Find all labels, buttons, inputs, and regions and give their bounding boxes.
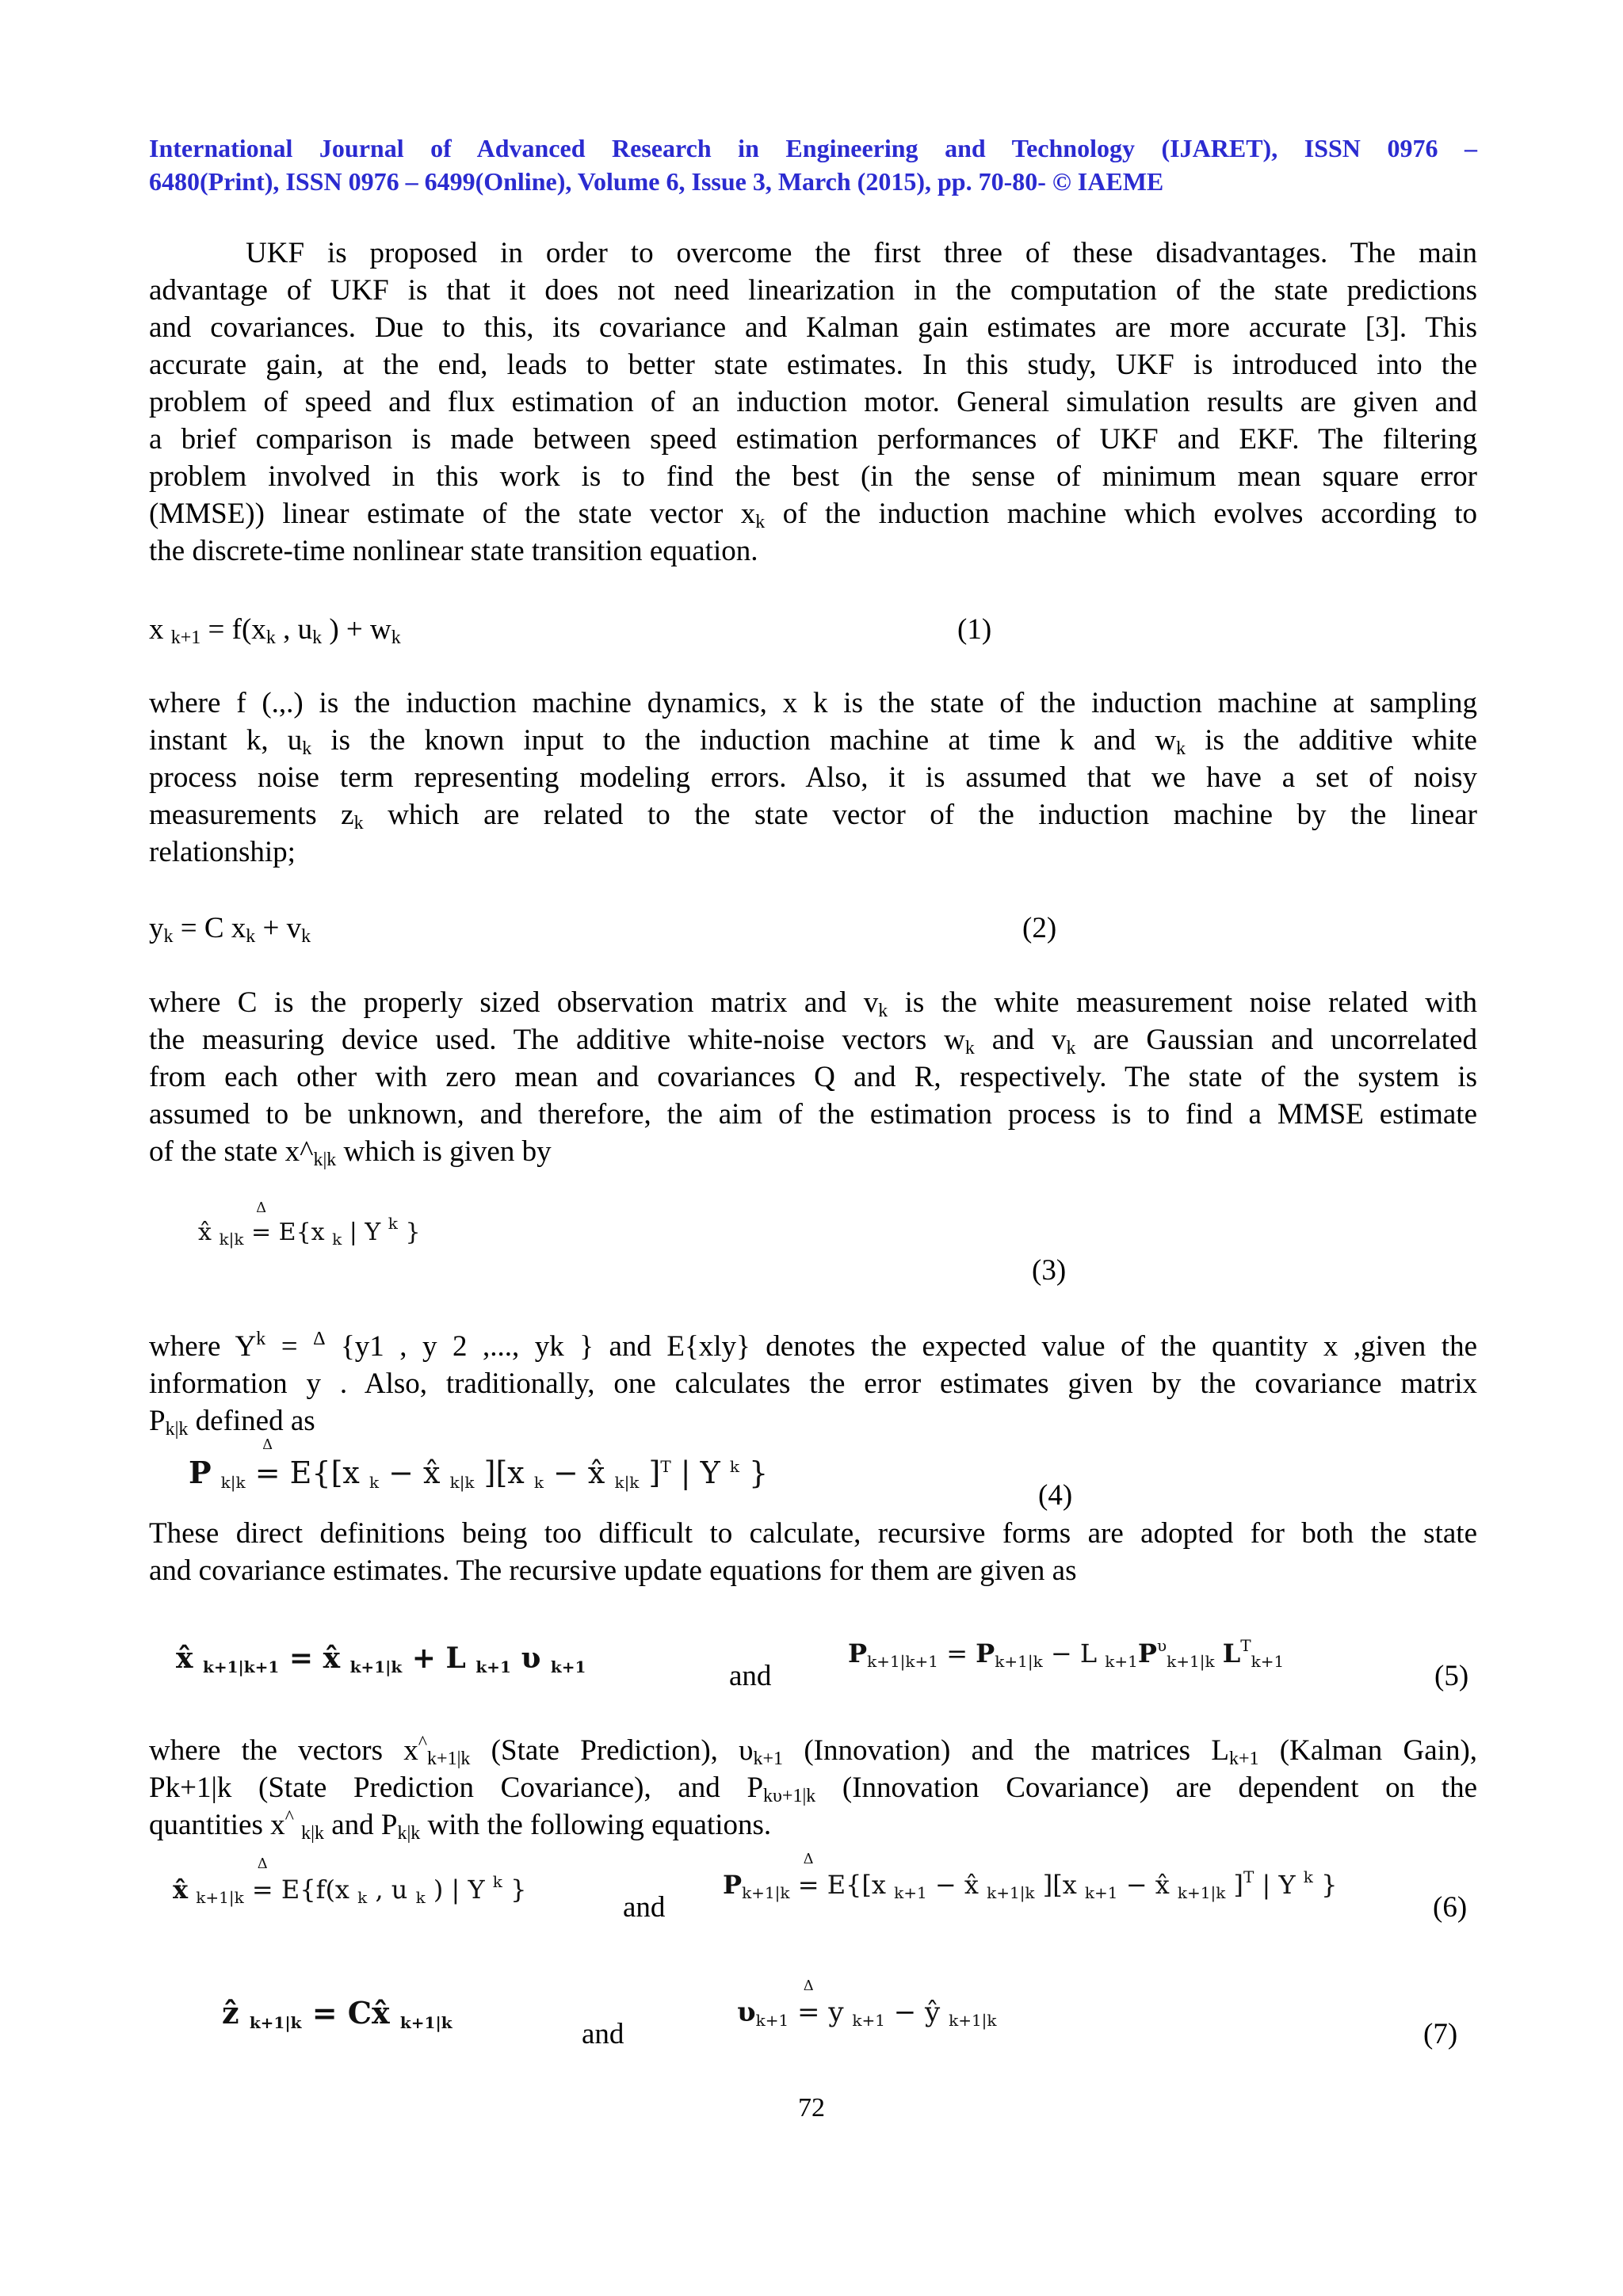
text-line: problem of speed and flux estimation of an induction motor. General simulation results are given and	[149, 386, 1477, 418]
text-line: where C is the properly sized observation matrix and $v_k$ is the white measurement noise related with	[149, 986, 1477, 1021]
equation-6-and: and	[623, 1891, 666, 1924]
equation-5-number: (5)	[1434, 1660, 1469, 1692]
text-line: from each other with zero mean and covariances Q and R, respectively. The state of the system is	[149, 1061, 1477, 1093]
text-line: UKF is proposed in order to overcome the first three of these disadvantages. The main	[246, 237, 1477, 269]
equation-7-number: (7)	[1423, 2018, 1458, 2050]
page-number: 72	[798, 2093, 825, 2122]
equation-2-number: (2)	[1022, 912, 1057, 944]
equation-5-right: $P_{k+1|k+1} = P_{k+1|k} - L$ $_{k+1}P^\upsilon_{k+1|k}$ $L^T_{k+1}$	[848, 1636, 1285, 1671]
equation-1-number: (1)	[957, 613, 992, 646]
text-line: Pk+1|k (State Prediction Covariance), and $P_{k\upsilon+1|k}$ (Innovation Covariance) are dependent on the	[149, 1772, 1477, 1806]
journal-header	[149, 132, 1477, 198]
equation-2: $y_k = C$ $x_k + v_k$	[149, 912, 311, 947]
text-line: a brief comparison is made between speed estimation performances of UKF and EKF. The filtering	[149, 423, 1477, 456]
equation-6-left: x̂ $_{k+1|k}$ = Δ E{f(x $_k$ , u $_k$ ) | Y $^k$ }	[173, 1855, 527, 1907]
text-line: and covariances. Due to this, its covariance and Kalman gain estimates are more accurate [3]. This	[149, 311, 1477, 344]
paragraph-recursive	[149, 1515, 1477, 1589]
text-line: instant k, $u_k$ is the known input to the induction machine at time k and $w_k$ is the additive white	[149, 724, 1477, 759]
paragraph-dynamics	[149, 685, 1477, 871]
text-line: the discrete-time nonlinear state transition equation.	[149, 535, 758, 567]
text-line: quantities x^ $_{k|k}$ and $P_{k|k}$ with the following equations.	[149, 1807, 772, 1844]
header-line-1: International Journal of Advanced Research in Engineering and Technology (IJARET), ISSN 0976 –	[149, 134, 1477, 162]
text-line: of the state $x\^{}_{k|k}$ which is given by	[149, 1135, 552, 1170]
paragraph-measurement	[149, 984, 1477, 1170]
equation-6-number: (6)	[1433, 1891, 1468, 1924]
equation-3-number: (3)	[1032, 1254, 1067, 1287]
paragraph-vectors	[149, 1732, 1477, 1844]
text-line: relationship;	[149, 836, 296, 868]
text-line: assumed to be unknown, and therefore, the aim of the estimation process is to find a MMSE estimate	[149, 1098, 1477, 1131]
text-line: advantage of UKF is that it does not need linearization in the computation of the state predictions	[149, 274, 1477, 307]
text-line: (MMSE)) linear estimate of the state vector $x_k$ of the induction machine which evolves according to	[149, 498, 1477, 532]
text-line: process noise term representing modeling errors. Also, it is assumed that we have a set of noisy	[149, 761, 1477, 794]
text-line: where f (.,.) is the induction machine dynamics, x k is the state of the induction machine at sampling	[149, 687, 1477, 719]
text-line: measurements $z_k$ which are related to the state vector of the induction machine by the linear	[149, 799, 1477, 833]
header-line-2: 6480(Print), ISSN 0976 – 6499(Online), Volume 6, Issue 3, March (2015), pp. 70-80- © IAEME	[149, 167, 1164, 196]
equation-3: x̂ $_{k|k}$ = Δ E{x $_k$ | Y $^k$ }	[198, 1199, 421, 1249]
equation-5-left: x̂ $_{k+1|k+1}$ = x̂ $_{k+1|k}$ + L $_{k+1}$ υ $_{k+1}$	[176, 1642, 586, 1676]
equation-5-and: and	[729, 1660, 772, 1692]
text-line: where the vectors $x^{\^{}}_{k+1|k}$ (State Prediction), $\upsilon_{k+1}$ (Innovation) and the matrices $L_{k+1}$ (Kalman Gain),	[149, 1733, 1478, 1769]
text-line: $P_{k|k}$ defined as	[149, 1405, 315, 1440]
equation-7-right: $\upsilon_{k+1}$ = Δ y $_{k+1}$ − ŷ $_{k+1|k}$	[737, 1978, 997, 2030]
text-line: and covariance estimates. The recursive update equations for them are given as	[149, 1554, 1077, 1587]
equation-6-right: $P_{k+1|k}$ = Δ E{[x $_{k+1}$ − x̂ $_{k+1|k}$ ][x $_{k+1}$ − x̂ $_{k+1|k}$ ]$^T$ | Y $^k$ }	[723, 1851, 1338, 1902]
text-line: problem involved in this work is to find the best (in the sense of minimum mean square error	[149, 460, 1477, 493]
equation-1: x $_{k+1} = f(x_k$ , $u_k$ ) + $w_k$	[149, 613, 401, 648]
text-line: information y . Also, traditionally, one calculates the error estimates given by the covariance matrix	[149, 1367, 1477, 1400]
equation-4: P $_{k|k}$ = Δ E{[x $_k$ − x̂ $_{k|k}$ ][x $_k$ − x̂ $_{k|k}$ ]$^T$ | Y $^k$ }	[189, 1436, 769, 1492]
equation-4-number: (4)	[1038, 1479, 1073, 1512]
equation-7-and: and	[582, 2018, 624, 2050]
text-line: where $Y^k = ^\Delta$ {y1 , y 2 ,..., yk } and E{xly} denotes the expected value of the quantity x ,given the	[149, 1329, 1477, 1363]
equation-7-left: ẑ $_{k+1|k}$ = Cx̂ $_{k+1|k}$	[222, 1995, 453, 2032]
paragraph-intro	[149, 235, 1477, 570]
text-line: These direct definitions being too difficult to calculate, recursive forms are adopted for both the state	[149, 1517, 1477, 1550]
paragraph-expectation	[149, 1328, 1477, 1440]
text-line: the measuring device used. The additive white-noise vectors $w_k$ and $v_k$ are Gaussian and uncorrelated	[149, 1024, 1477, 1058]
text-line: accurate gain, at the end, leads to better state estimates. In this study, UKF is introduced into the	[149, 349, 1477, 381]
